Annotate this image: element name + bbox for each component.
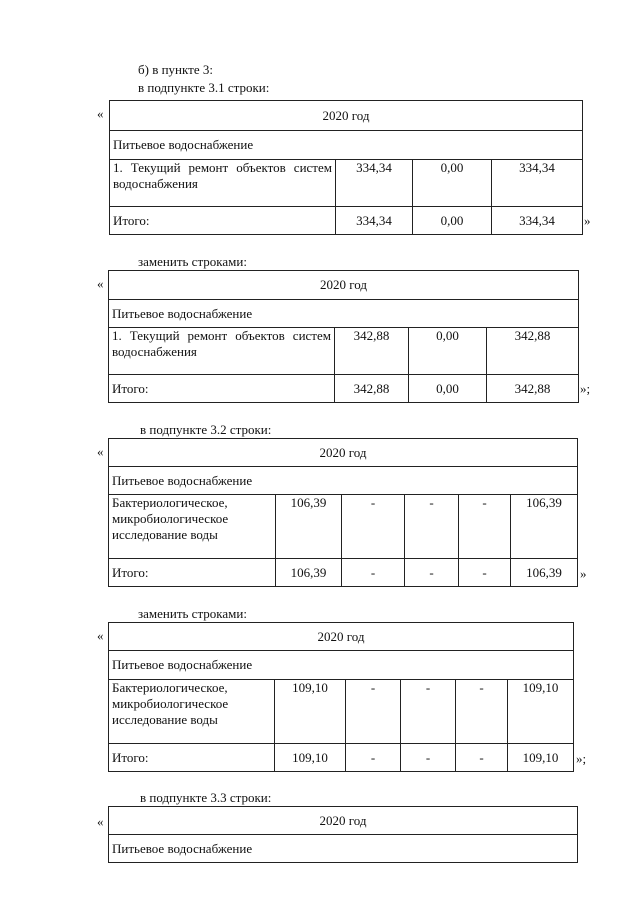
total-value: 342,88 [487, 375, 579, 403]
row-label: 1. Текущий ремонт объектов систем водоснабжения [109, 328, 335, 375]
table-original-3-2 [108, 438, 578, 587]
cell-value: - [405, 495, 459, 559]
year-header: 2020 год [110, 101, 583, 131]
total-value: 342,88 [335, 375, 409, 403]
row-label: 1. Текущий ремонт объектов систем водоснабжения [110, 160, 336, 207]
quote-close: » [584, 213, 591, 228]
total-label: Итого: [109, 375, 335, 403]
total-value: - [342, 559, 405, 587]
quote-close-semicolon: »; [580, 381, 591, 396]
total-label: Итого: [109, 744, 275, 772]
subitem-3-3-heading: в подпункте 3.3 строки: [140, 790, 272, 805]
quote-open: « [97, 628, 104, 643]
cell-value: 0,00 [409, 328, 487, 375]
table-original-3-3 [108, 806, 578, 863]
total-value: 0,00 [413, 207, 492, 235]
cell-value: 109,10 [275, 680, 346, 744]
total-value: 0,00 [409, 375, 487, 403]
cell-value: 106,39 [511, 495, 578, 559]
year-header: 2020 год [109, 271, 579, 300]
cell-value: - [342, 495, 405, 559]
quote-close: » [580, 566, 587, 581]
section-title: Питьевое водоснабжение [110, 131, 583, 160]
year-header: 2020 год [109, 807, 578, 835]
subitem-3-2-heading: в подпункте 3.2 строки: [140, 422, 272, 437]
total-value: 109,10 [508, 744, 574, 772]
total-value: 106,39 [276, 559, 342, 587]
cell-value: - [346, 680, 401, 744]
year-header: 2020 год [109, 623, 574, 651]
total-label: Итого: [109, 559, 276, 587]
section-title: Питьевое водоснабжение [109, 467, 578, 495]
total-value: - [405, 559, 459, 587]
year-header: 2020 год [109, 439, 578, 467]
total-value: - [401, 744, 456, 772]
table-replacement-3-2 [108, 622, 574, 772]
row-label: Бактериологическое, микробиологическое исследование воды [109, 495, 276, 559]
section-title: Питьевое водоснабжение [109, 835, 578, 863]
table-replacement-3-1 [108, 270, 579, 403]
quote-close-semicolon: »; [576, 751, 587, 766]
quote-open: « [97, 444, 104, 459]
total-value: - [459, 559, 511, 587]
cell-value: 334,34 [336, 160, 413, 207]
cell-value: 342,88 [335, 328, 409, 375]
cell-value: - [456, 680, 508, 744]
item-b-heading: б) в пункте 3: [138, 62, 213, 77]
replace-heading: заменить строками: [138, 254, 247, 269]
replace-heading: заменить строками: [138, 606, 247, 621]
cell-value: 109,10 [508, 680, 574, 744]
total-value: - [346, 744, 401, 772]
table-original-3-1 [109, 100, 583, 235]
subitem-3-1-heading: в подпункте 3.1 строки: [138, 80, 270, 95]
cell-value: - [459, 495, 511, 559]
quote-open: « [97, 106, 104, 121]
total-value: - [456, 744, 508, 772]
total-value: 106,39 [511, 559, 578, 587]
cell-value: 106,39 [276, 495, 342, 559]
cell-value: 334,34 [492, 160, 583, 207]
total-value: 334,34 [336, 207, 413, 235]
cell-value: - [401, 680, 456, 744]
total-label: Итого: [110, 207, 336, 235]
total-value: 109,10 [275, 744, 346, 772]
cell-value: 0,00 [413, 160, 492, 207]
quote-open: « [97, 276, 104, 291]
section-title: Питьевое водоснабжение [109, 300, 579, 328]
section-title: Питьевое водоснабжение [109, 651, 574, 680]
total-value: 334,34 [492, 207, 583, 235]
quote-open: « [97, 814, 104, 829]
cell-value: 342,88 [487, 328, 579, 375]
row-label: Бактериологическое, микробиологическое исследование воды [109, 680, 275, 744]
